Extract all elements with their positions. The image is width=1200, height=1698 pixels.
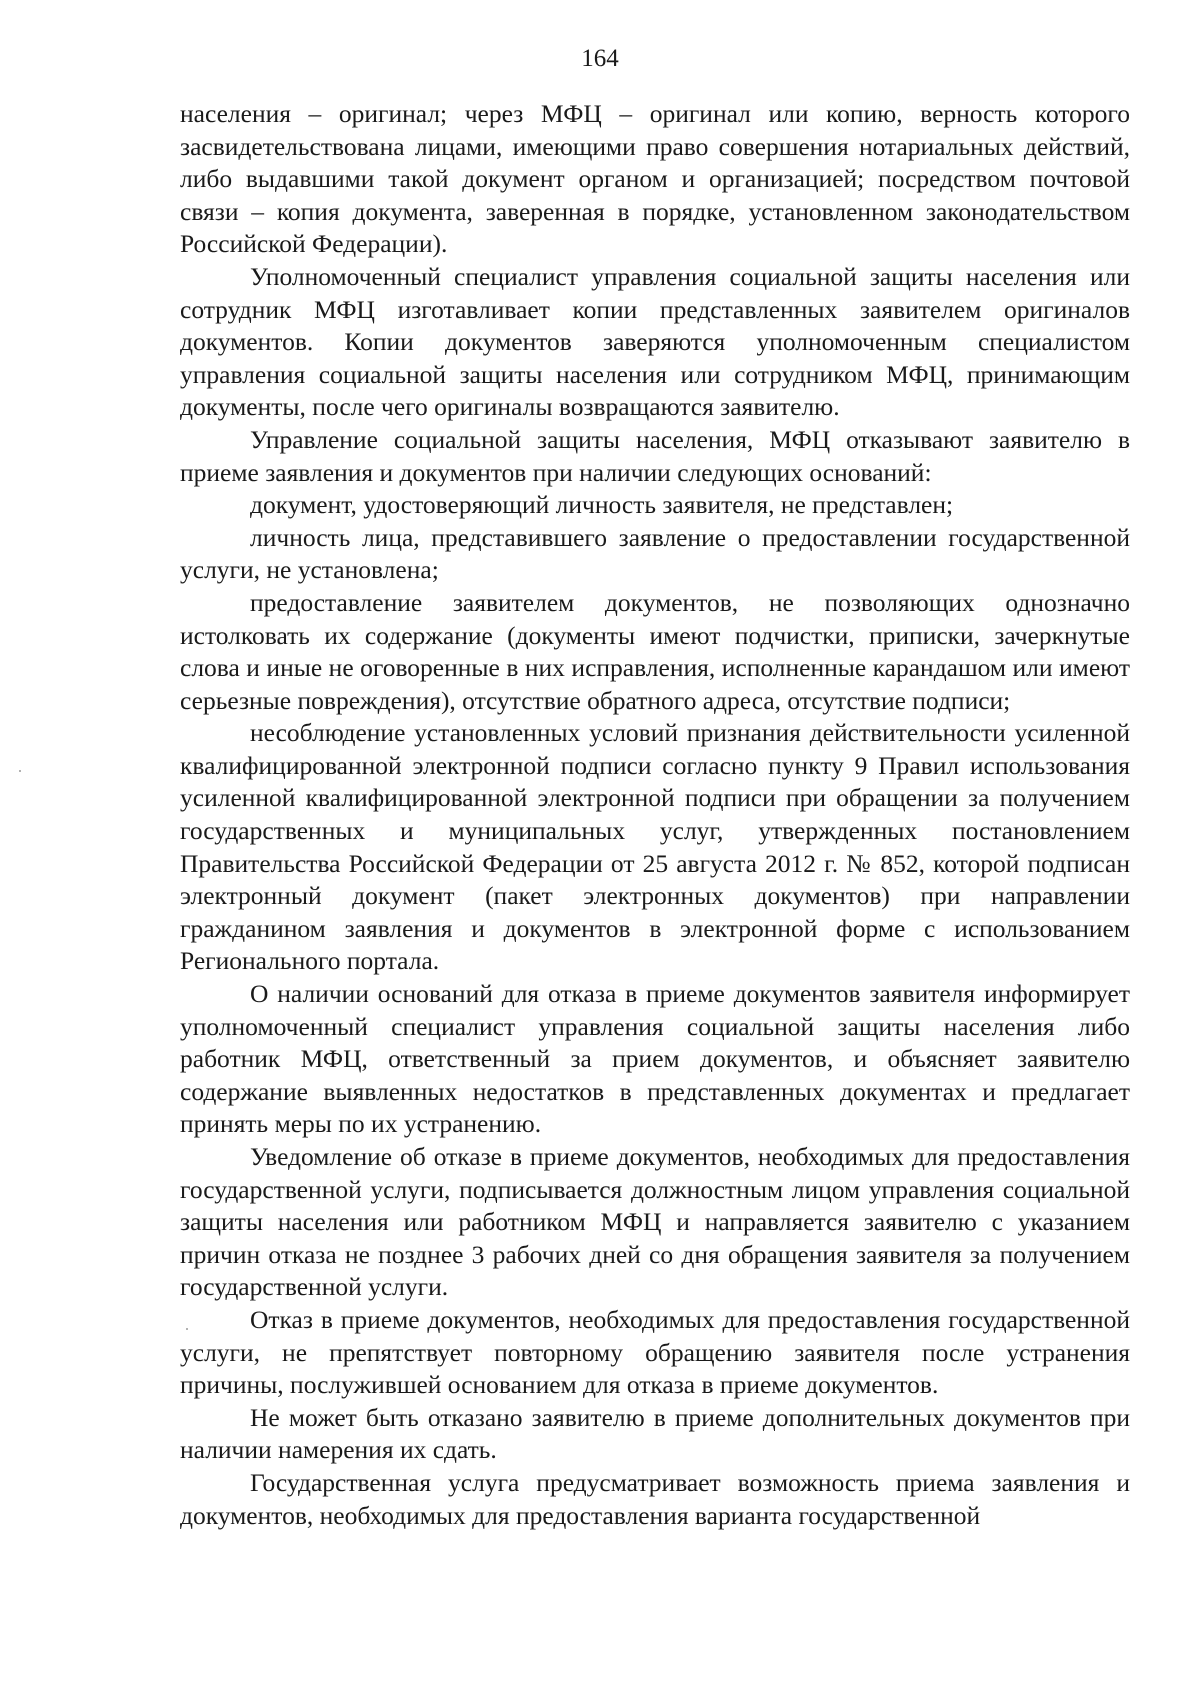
scan-speck [19, 770, 21, 772]
paragraph-continuation: населения – оригинал; через МФЦ – оригинал или копию, верность которого засвидетельствована лицами, имеющими право совершения нотариальных действий, либо выдавшими такой документ органом и организацией; посредством почтовой связи – копия документа, заверенная в порядке, установленном законодательством Российской Федерации). [180, 99, 1130, 259]
paragraph-copies-certification: Уполномоченный специалист управления социальной защиты населения или сотрудник МФЦ изготавливает копии представленных заявителем оригиналов документов. Копии документов заверяются уполномоченным специалистом управления социальной защиты населения или сотрудником МФЦ, принимающим документы, после чего оригиналы возвращаются заявителю. [180, 261, 1130, 422]
list-item-ambiguous-documents: предоставление заявителем документов, не позволяющих однозначно истолковать их содержание (документы имеют подчистки, приписки, зачеркнутые слова и иные не оговоренные в них исправления, исполненные карандашом или имеют серьезные повреждения), отсутствие обратного адреса, отсутствие подписи; [180, 587, 1130, 715]
list-item-electronic-signature: несоблюдение установленных условий признания действительности усиленной квалифицированной электронной подписи согласно пункту 9 Правил использования усиленной квалифицированной электронной подписи при обращении за получением государственных и муниципальных услуг, утвержденных постановлением Правительства Российской Федерации от 25 августа 2012 г. № 852, которой подписан электронный документ (пакет электронных документов) при направлении гражданином заявления и документов в электронной форме с использованием Регионального портала. [180, 718, 1130, 976]
paragraph-refusal-notice: Уведомление об отказе в приеме документов, необходимых для предоставления государственной услуги, подписывается должностным лицом управления социальной защиты населения или работником МФЦ и направляется заявителю с указанием причин отказа не позднее 3 рабочих дней со дня обращения заявителя за получением государственной услуги. [180, 1142, 1130, 1302]
document-body [180, 98, 1130, 1532]
paragraph-repeat-application: Отказ в приеме документов, необходимых для предоставления государственной услуги, не препятствует повторному обращению заявителя после устранения причины, послужившей основанием для отказа в приеме документов. [180, 1304, 1130, 1400]
page-number: 164 [581, 45, 619, 72]
paragraph-informing-applicant: О наличии оснований для отказа в приеме документов заявителя информирует уполномоченный специалист управления социальной защиты населения либо работник МФЦ, ответственный за прием документов, и объясняет заявителю содержание выявленных недостатков в представленных документах и предлагает принять меры по их устранению. [180, 979, 1130, 1139]
list-item-identity-document: документ, удостоверяющий личность заявителя, не представлен; [250, 490, 954, 520]
paragraph-additional-documents: Не может быть отказано заявителю в приеме дополнительных документов при наличии намерения их сдать. [180, 1402, 1130, 1465]
paragraph-service-options: Государственная услуга предусматривает возможность приема заявления и документов, необходимых для предоставления варианта государственной [180, 1467, 1130, 1530]
scan-speck [186, 1328, 188, 1330]
list-item-identity-not-established: личность лица, представившего заявление о предоставлении государственной услуги, не установлена; [180, 522, 1130, 585]
paragraph-refusal-grounds-intro: Управление социальной защиты населения, МФЦ отказывают заявителю в приеме заявления и документов при наличии следующих оснований: [180, 424, 1130, 487]
